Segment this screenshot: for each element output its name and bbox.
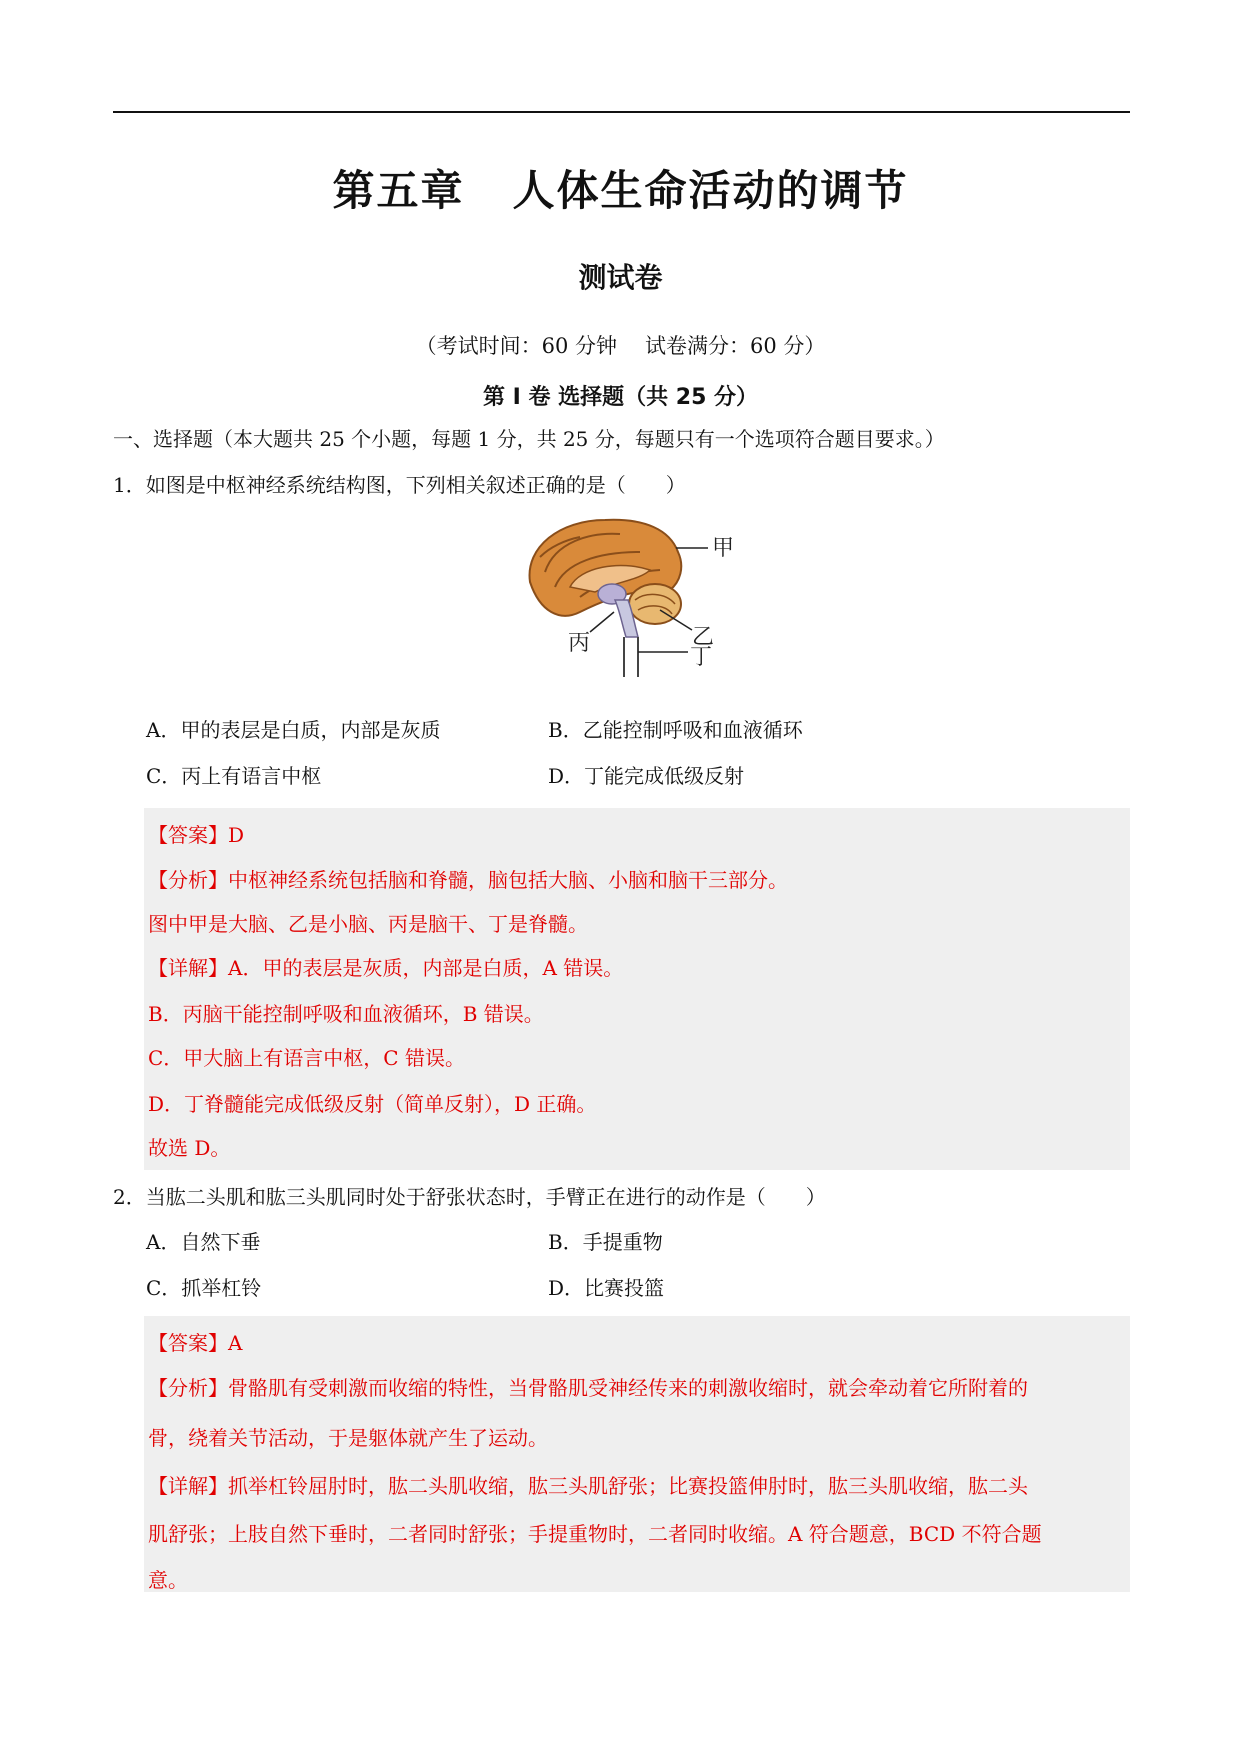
exam-time: （考试时间：60 分钟 (415, 334, 617, 358)
q1-detail: 【详解】A．甲的表层是灰质，内部是白质，A 错误。 (148, 956, 624, 980)
q2-option-c: C．抓举杠铃 (146, 1276, 262, 1300)
instructions: 一、选择题（本大题共 25 个小题，每题 1 分，共 25 分，每题只有一个选项符合题目要求。） (113, 427, 945, 451)
q2-detail: 【详解】抓举杠铃屈肘时，肱二头肌收缩，肱三头肌舒张；比赛投篮伸肘时，肱三头肌收缩，肱二头 (148, 1474, 1028, 1498)
label-bing: 丙 (568, 631, 591, 656)
chapter-name: 人体生命活动的调节 (512, 166, 909, 215)
q1-detail-c: C．甲大脑上有语言中枢，C 错误。 (148, 1046, 465, 1070)
spinal-cord-shape (624, 637, 638, 677)
q1-option-a: A．甲的表层是白质，内部是灰质 (146, 718, 441, 742)
q1-analysis-2: 图中甲是大脑、乙是小脑、丙是脑干、丁是脊髓。 (148, 912, 588, 936)
chapter-number: 第五章 (332, 166, 465, 215)
q1-analysis: 【分析】中枢神经系统包括脑和脊髓，脑包括大脑、小脑和脑干三部分。 (148, 868, 788, 892)
q1-detail-d: D．丁脊髓能完成低级反射（简单反射），D 正确。 (148, 1092, 597, 1116)
label-line-bing (590, 612, 614, 632)
q2-analysis-2: 骨，绕着关节活动，于是躯体就产生了运动。 (148, 1426, 548, 1450)
chapter-title (0, 158, 1241, 218)
q2-analysis: 【分析】骨骼肌有受刺激而收缩的特性，当骨骼肌受神经传来的刺激收缩时，就会牵动着它所附着的 (148, 1376, 1028, 1400)
q1-option-b: B．乙能控制呼吸和血液循环 (548, 718, 803, 742)
q1-answer: 【答案】D (148, 823, 245, 847)
question-1-stem: 1．如图是中枢神经系统结构图，下列相关叙述正确的是（ ） (113, 473, 686, 497)
q2-option-b: B．手提重物 (548, 1230, 663, 1254)
brain-diagram (520, 512, 760, 682)
q2-option-d: D．比赛投篮 (548, 1276, 665, 1300)
label-yi: 乙 (692, 625, 715, 650)
q2-detail-2: 肌舒张；上肢自然下垂时，二者同时舒张；手提重物时，二者同时收缩。A 符合题意，BCD 不符合题 (148, 1522, 1042, 1546)
q1-conclusion: 故选 D。 (148, 1136, 231, 1160)
q2-answer: 【答案】A (148, 1331, 243, 1355)
q2-option-a: A．自然下垂 (146, 1230, 261, 1254)
label-ding: 丁 (690, 645, 713, 670)
q1-detail-b: B．丙脑干能控制呼吸和血液循环，B 错误。 (148, 1002, 544, 1026)
header-rule (113, 111, 1130, 113)
subtitle: 测试卷 (578, 261, 663, 294)
question-2-stem: 2．当肱二头肌和肱三头肌同时处于舒张状态时，手臂正在进行的动作是（ ） (113, 1185, 826, 1209)
exam-info (0, 330, 1241, 360)
q1-option-c: C．丙上有语言中枢 (146, 764, 322, 788)
q1-option-d: D．丁能完成低级反射 (548, 764, 745, 788)
q2-answer-box (144, 1316, 1130, 1592)
exam-score: 试卷满分：60 分） (645, 334, 826, 358)
label-jia: 甲 (712, 536, 735, 561)
q1-answer-box (144, 808, 1130, 1170)
q2-detail-3: 意。 (148, 1568, 188, 1592)
section-title: 第 I 卷 选择题（共 25 分） (482, 385, 759, 410)
